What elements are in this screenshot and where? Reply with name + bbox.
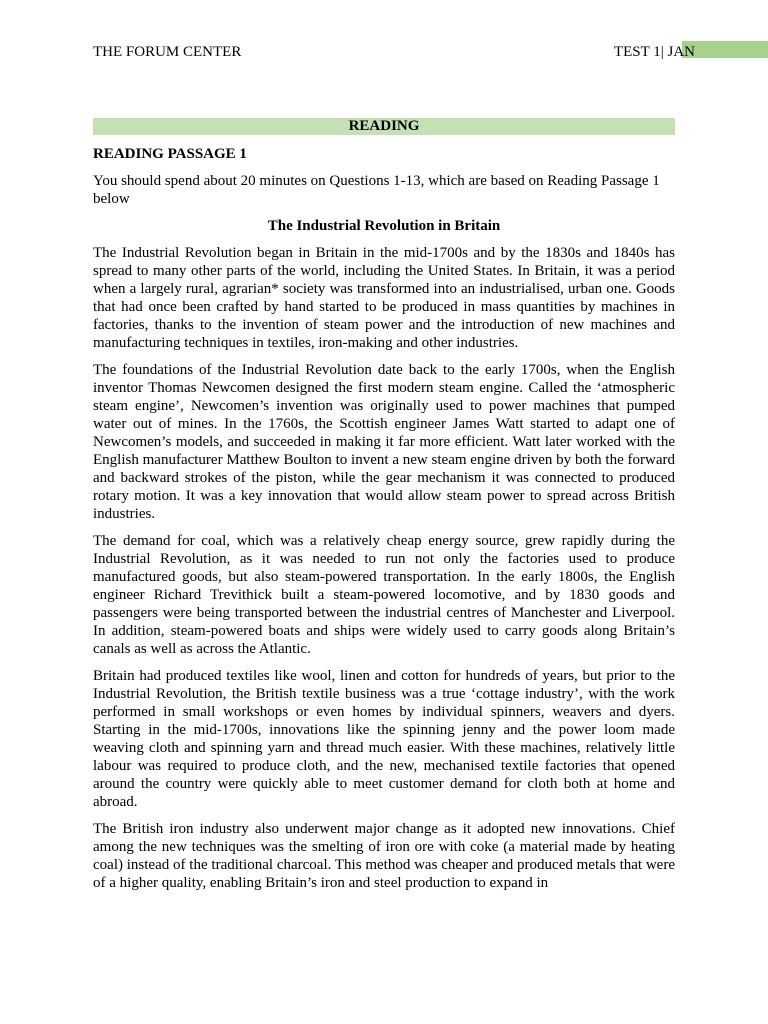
passage-title: READING PASSAGE 1 [93, 146, 247, 162]
paragraph-4: Britain had produced textiles like wool, linen and cotton for hundreds of years, but prior to the Industrial Revolution, the British textile business was a true ‘cottage industry’, with the work performed in small workshops or even homes by individual spinners, weavers and dyers. Starting in the mid-1700s, innovations like the spinning jenny and the power loom made weaving cloth and spinning yarn and thread much easier. With these machines, relatively little labour was required to produce cloth, and the new, mechanised textile factories that opened around the country were quickly able to meet customer demand for cloth both at home and abroad. [93, 668, 675, 810]
paragraph-3: The demand for coal, which was a relatively cheap energy source, grew rapidly during the Industrial Revolution, as it was needed to run not only the factories used to produce manufactured goods, but also steam-powered transportation. In the early 1800s, the English engineer Richard Trevithick built a steam-powered locomotive, and by 1830 goods and passengers were being transported between the industrial centres of Manchester and Liverpool. In addition, steam-powered boats and ships were widely used to carry goods along Britain’s canals as well as across the Atlantic. [93, 533, 675, 657]
article-title: The Industrial Revolution in Britain [267, 218, 501, 234]
header-left-text: THE FORUM CENTER [93, 44, 242, 60]
paragraph-2: The foundations of the Industrial Revolution date back to the early 1700s, when the English inventor Thomas Newcomen designed the first modern steam engine. Called the ‘atmospheric steam engine’, Newcomen’s invention was originally used to power machines that pumped water out of mines. In the 1760s, the Scottish engineer James Watt started to adapt one of Newcomen’s models, and succeeded in making it far more efficient. Watt later worked with the English manufacturer Matthew Boulton to invent a new steam engine driven by both the forward and backward strokes of the piston, while the gear mechanism it was connected to produced rotary motion. It was a key innovation that would allow steam power to spread across British industries. [93, 362, 675, 522]
instruction-text: You should spend about 20 minutes on Questions 1-13, which are based on Reading Passage 1 below [93, 173, 660, 207]
header-right-text: TEST 1| JAN [613, 44, 695, 60]
section-heading: READING [93, 118, 675, 135]
document-body [93, 118, 675, 901]
paragraph-5: The British iron industry also underwent major change as it adopted new innovations. Chief among the new techniques was the smelting of iron ore with coke (a material made by heating coal) instead of the traditional charcoal. This method was cheaper and produced metals that were of a higher quality, enabling Britain’s iron and steel production to expand in [93, 821, 675, 891]
paragraph-1: The Industrial Revolution began in Britain in the mid-1700s and by the 1830s and 1840s has spread to many other parts of the world, including the United States. In Britain, it was a period when a largely rural, agrarian* society was transformed into an industrialised, urban one. Goods that had once been crafted by hand started to be produced in mass quantities by machines in factories, thanks to the invention of steam power and the introduction of new machines and manufacturing techniques in textiles, iron-making and other industries. [93, 245, 675, 351]
